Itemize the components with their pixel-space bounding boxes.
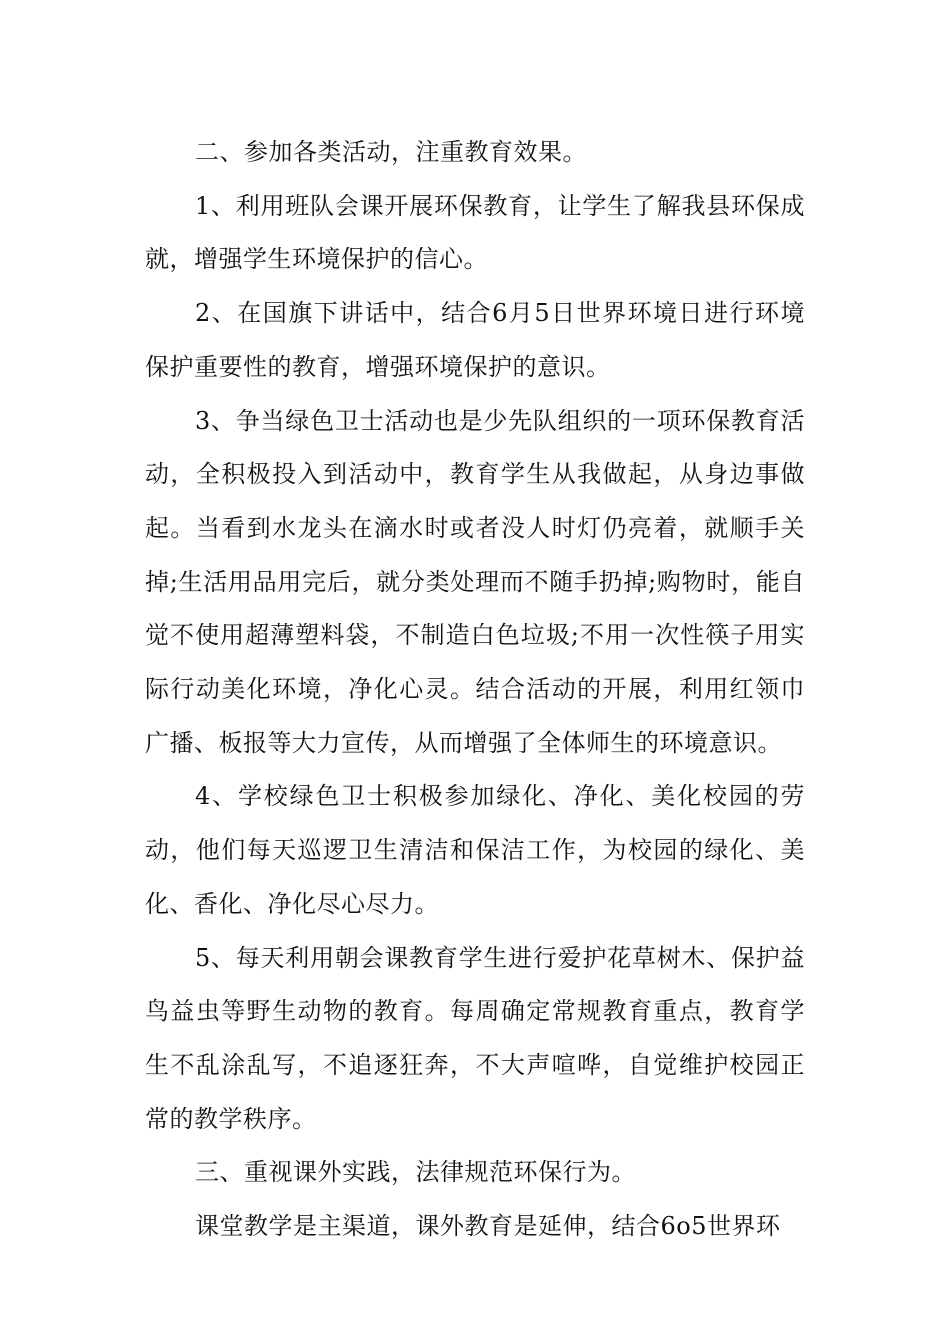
paragraph-item-1: 1、利用班队会课开展环保教育，让学生了解我县环保成就，增强学生环境保护的信心。: [145, 191, 805, 274]
paragraph-item-4: 4、学校绿色卫士积极参加绿化、净化、美化校园的劳动，他们每天巡逻卫生清洁和保洁工作，为校园的绿化、美化、香化、净化尽心尽力。: [145, 782, 805, 918]
section-heading-two: 二、参加各类活动，注重教育效果。: [195, 138, 587, 166]
document-body: [145, 126, 805, 1254]
paragraph-item-5: 5、每天利用朝会课教育学生进行爱护花草树木、保护益鸟益虫等野生动物的教育。每周确定常规教育重点，教育学生不乱涂乱写，不追逐狂奔，不大声喧哗，自觉维护校园正常的教学秩序。: [145, 943, 805, 1133]
paragraph-item-3: 3、争当绿色卫士活动也是少先队组织的一项环保教育活动，全积极投入到活动中，教育学生从我做起，从身边事做起。当看到水龙头在滴水时或者没人时灯仍亮着，就顺手关掉;生活用品用完后，就分类处理而不随手扔掉;购物时，能自觉不使用超薄塑料袋，不制造白色垃圾;不用一次性筷子用实际行动美化环境，净化心灵。结合活动的开展，利用红领巾广播、板报等大力宣传，从而增强了全体师生的环境意识。: [145, 406, 805, 757]
paragraph-item-2: 2、在国旗下讲话中，结合6月5日世界环境日进行环境保护重要性的教育，增强环境保护的意识。: [145, 299, 805, 381]
paragraph-extracurricular: 课堂教学是主渠道，课外教育是延伸，结合6o5世界环: [195, 1212, 781, 1241]
section-heading-three: 三、重视课外实践，法律规范环保行为。: [195, 1158, 636, 1187]
